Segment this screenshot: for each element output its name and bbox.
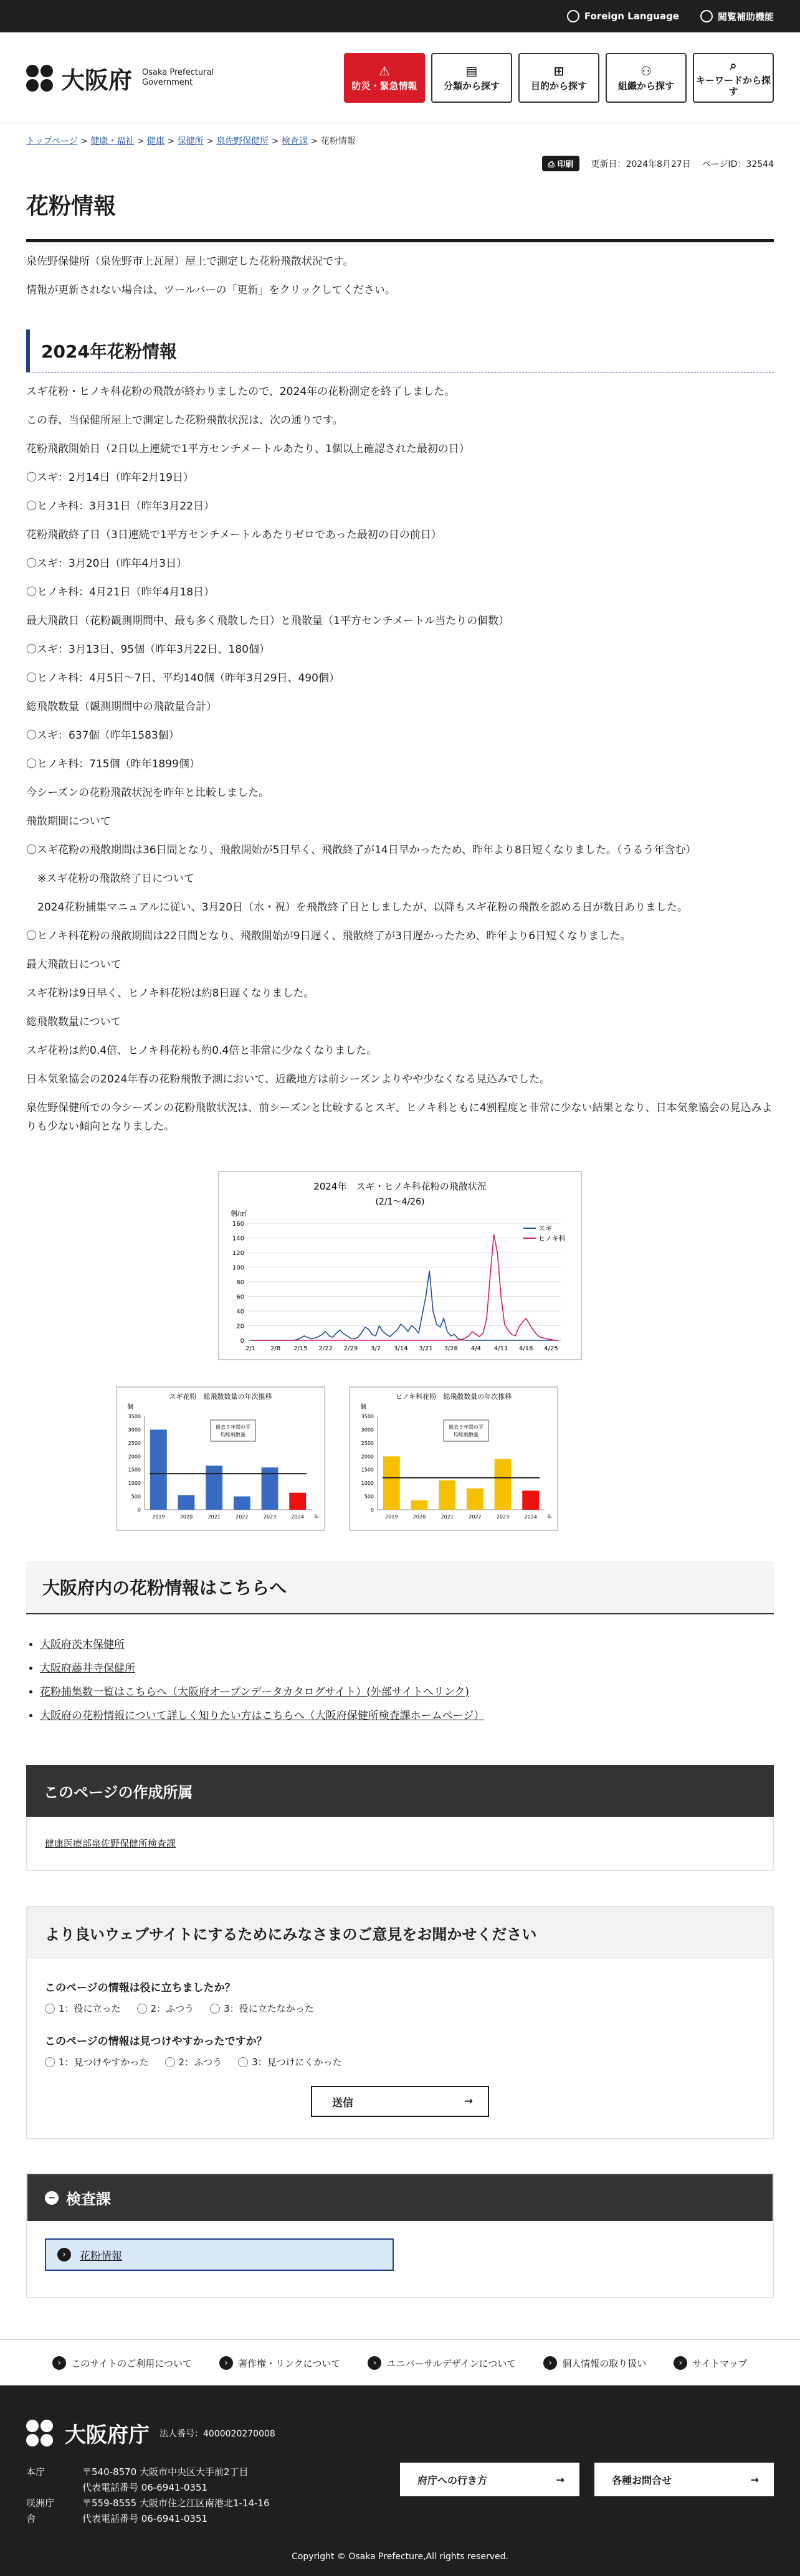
arrow-circle-icon: › (368, 2356, 381, 2370)
radio-button[interactable] (238, 2057, 248, 2067)
footer-nav (0, 2339, 800, 2385)
sugi-bar (150, 1429, 167, 1510)
survey-box (26, 1906, 774, 2139)
browse-by-organization-button[interactable]: ⚇ 組織から探す (606, 53, 687, 103)
breadcrumb: トップページ > 健康・福祉 > 健康 > 保健所 > 泉佐野保健所 > 検査課 > 花粉情報 (26, 136, 356, 146)
logo-subtitle: Osaka Prefectural Government (142, 68, 214, 87)
q1-option-2[interactable]: 2：ふつう (137, 2002, 194, 2015)
radio-button[interactable] (165, 2057, 175, 2067)
x-tick-label: 3/28 (444, 1345, 458, 1352)
x-tick-label: 2019 (152, 1514, 165, 1520)
body-paragraph: 最大飛散日（花粉観測期間中、最も多く飛散した日）と飛散量（1平方センチメートル当たりの個数） (26, 615, 510, 627)
hinoki-bar (383, 1456, 400, 1510)
pollen-line-chart (218, 1171, 582, 1360)
emergency-info-button[interactable]: ⚠ 防災・緊急情報 (344, 53, 425, 103)
x-axis-unit: 年 (314, 1514, 319, 1520)
x-tick-label: 2/1 (245, 1345, 256, 1352)
page-id: ページID：32544 (702, 159, 774, 169)
body-paragraph: 最大飛散日について (26, 959, 121, 971)
x-tick-label: 2020 (179, 1514, 193, 1520)
body-paragraph: 2024花粉捕集マニュアルに従い、3月20日（水・祝）を飛散終了日としましたが、以降もスギ花粉の飛散を認める日が数日ありました。 (37, 901, 688, 914)
copyright: Copyright © Osaka Prefecture,All rights reserved. (292, 2552, 508, 2562)
body-paragraph: 〇ヒノキ科：715個（昨年1899個） (26, 758, 200, 770)
body-paragraph: スギ花粉は9日早く、ヒノキ科花粉は約8日遅くなりました。 (26, 987, 315, 1000)
breadcrumb-link[interactable]: 泉佐野保健所 (216, 136, 269, 146)
annotation-box (444, 1420, 488, 1441)
radio-button[interactable] (45, 2004, 55, 2014)
y-tick-label: 160 (232, 1221, 244, 1228)
dept-title: − 検査課 (27, 2174, 773, 2221)
author-dept-link[interactable]: 健康医療部泉佐野保健所検査課 (45, 1838, 176, 1849)
y-axis-label: 個/㎠ (231, 1210, 247, 1218)
author-title: このページの作成所属 (26, 1765, 774, 1817)
foreign-language-link[interactable] (567, 10, 679, 22)
body-paragraph: 〇ヒノキ科：3月31日（昨年3月22日） (26, 500, 215, 513)
body-paragraph: 〇ヒノキ科：4月21日（昨年4月18日） (26, 586, 215, 599)
sugi-bar (178, 1495, 195, 1510)
arrow-right-icon: → (750, 2473, 759, 2486)
y-tick-label: 1000 (128, 1480, 141, 1487)
inspection-hp-link[interactable]: 大阪府の花粉情報について詳しく知りたい方はこちらへ（大阪府保健所検査課ホームページ） (40, 1710, 485, 1722)
y-tick-label: 1000 (361, 1480, 374, 1487)
dept-box (26, 2173, 774, 2298)
footer-link-privacy[interactable]: › 個人情報の取り扱い (543, 2356, 646, 2370)
footer-link-copyright[interactable]: › 著作権・リンクについて (219, 2356, 340, 2370)
open-data-link[interactable]: 花粉捕集数一覧はこちらへ（大阪府オープンデータカタログサイト）(外部サイトへリンク) (40, 1686, 470, 1698)
y-axis-label: 個 (360, 1404, 366, 1411)
chart-title: ヒノキ科花粉 総飛散数量の年次推移 (395, 1393, 512, 1401)
y-tick-label: 120 (232, 1250, 244, 1257)
accessibility-label: 閲覧補助機能 (717, 11, 774, 22)
series-line-sugi (250, 1271, 558, 1340)
y-tick-label: 3000 (128, 1427, 141, 1433)
warning-icon: ⚠ (379, 64, 390, 78)
list-item (40, 1657, 774, 1680)
x-tick-label: 2022 (236, 1514, 249, 1520)
footer-address: 本庁 〒540-8570 大阪市中央区大手前2丁目 代表電話番号 06-6941-0351 咲洲庁舎 〒559-8555 大阪市住之江区南港北1-14-16 代表電話番号 06-6941-0351 (26, 2466, 270, 2524)
arrow-circle-icon: › (57, 2248, 71, 2261)
y-tick-label: 3500 (128, 1414, 141, 1419)
x-tick-label: 4/18 (519, 1345, 533, 1352)
chart-title: 2024年 スギ・ヒノキ科花粉の飛散状況 (313, 1181, 487, 1192)
body-paragraph: 花粉飛散開始日（2日以上連続で1平方センチメートルあたり、1個以上確認された最初の日） (26, 443, 470, 455)
contact-button[interactable]: 各種お問合せ → (594, 2463, 774, 2496)
body-paragraph: 泉佐野保健所での今シーズンの花粉飛散状況は、前シーズンと比較するとスギ、ヒノキ科ともに4割程度と非常に少ない結果となり、日本気象協会の見込みよりも少ない傾向となりました。 (26, 1102, 773, 1133)
breadcrumb-link[interactable]: 健康 (147, 136, 165, 146)
breadcrumb-link[interactable]: 健康・福祉 (90, 136, 135, 146)
page-title: 花粉情報 (26, 171, 774, 242)
x-tick-label: 2024 (291, 1514, 304, 1520)
legend-label: スギ (538, 1224, 552, 1233)
updated-date: 更新日：2024年8月27日 (591, 159, 691, 169)
annotation-text: 均総飛散量 (221, 1432, 245, 1437)
series-line-hinoki (250, 1234, 558, 1340)
body-paragraph: 〇ヒノキ科花粉の飛散期間は22日間となり、飛散開始が9日遅く、飛散終了が3日遅かったため、昨年より6日短くなりました。 (26, 930, 631, 942)
y-tick-label: 2500 (361, 1440, 374, 1446)
intro-text: 情報が更新されない場合は、ツールバーの「更新」をクリックしてください。 (26, 284, 396, 296)
body-paragraph: 日本気象協会の2024年春の花粉飛散予測において、近畿地方は前シーズンよりやや少なくなる見込みでした。 (26, 1073, 551, 1086)
y-tick-label: 2000 (128, 1454, 141, 1460)
y-tick-label: 500 (364, 1494, 374, 1500)
breadcrumb-link[interactable]: 検査課 (281, 136, 308, 146)
ibaraki-link[interactable]: 大阪府茨木保健所 (40, 1639, 125, 1651)
x-tick-label: 2019 (385, 1514, 398, 1520)
line-chart-svg (219, 1172, 581, 1359)
hinoki-bar (439, 1480, 455, 1510)
keyword-search-button[interactable]: ⌕ キーワードから探す (693, 53, 774, 103)
x-tick-label: 2021 (440, 1514, 454, 1520)
arrow-right-icon: → (556, 2473, 564, 2486)
body-paragraph: 飛散期間について (26, 815, 111, 828)
y-tick-label: 0 (240, 1338, 244, 1345)
y-tick-label: 3500 (361, 1414, 374, 1419)
grid-icon: ⊞ (553, 64, 564, 78)
sugi-bar (206, 1466, 222, 1510)
hinoki-bar (522, 1490, 539, 1510)
annotation-box (211, 1420, 255, 1441)
osaka-emblem-icon (26, 2419, 55, 2448)
body-paragraph: 〇スギ：3月13日、95個（昨年3月22日、180個） (26, 643, 270, 656)
list-item (40, 1633, 774, 1657)
y-tick-label: 60 (236, 1294, 244, 1301)
report-body (26, 382, 774, 1136)
globe-icon (567, 10, 579, 22)
section-heading: 2024年花粉情報 (26, 329, 774, 372)
survey-question-1: このページの情報は役に立ちましたか？ (45, 1982, 236, 1994)
x-tick-label: 2023 (263, 1514, 277, 1520)
breadcrumb-link[interactable]: 保健所 (177, 136, 204, 146)
body-paragraph: この春、当保健所屋上で測定した花粉飛散状況は、次の通りです。 (26, 414, 343, 427)
site-logo[interactable] (26, 61, 214, 95)
y-tick-label: 1500 (128, 1467, 141, 1473)
x-tick-label: 2/15 (293, 1345, 308, 1352)
author-box (26, 1765, 774, 1871)
x-tick-label: 3/14 (394, 1345, 408, 1352)
foreign-language-label: Foreign Language (584, 11, 679, 22)
accessibility-icon (700, 10, 713, 22)
cedar-bar-chart-svg (117, 1388, 324, 1530)
y-tick-label: 2000 (361, 1454, 374, 1460)
intro-text: 泉佐野保健所（泉佐野市上瓦屋）屋上で測定した花粉飛散状況です。 (26, 255, 354, 268)
category-icon: ▤ (465, 64, 478, 78)
annotation-text: 過去５年間の平 (449, 1424, 483, 1430)
y-axis-label: 個 (127, 1404, 133, 1411)
body-paragraph: 〇スギ：637個（昨年1583個） (26, 729, 179, 742)
body-paragraph: 〇スギ：2月14日（昨年2月19日） (26, 471, 194, 484)
osaka-emblem-icon (26, 64, 55, 92)
hinoki-bar (411, 1500, 428, 1510)
q1-option-1[interactable]: 1：役に立った (45, 2002, 121, 2015)
breadcrumb-current: 花粉情報 (320, 136, 356, 146)
q2-option-1[interactable]: 1：見つけやすかった (45, 2055, 149, 2068)
chart-subtitle: (2/1～4/26) (375, 1197, 425, 1207)
cypress-annual-chart (349, 1386, 558, 1531)
y-tick-label: 1500 (361, 1467, 374, 1473)
sugi-bar (234, 1497, 250, 1510)
y-tick-label: 140 (232, 1235, 244, 1243)
x-tick-label: 4/25 (544, 1345, 558, 1352)
minus-circle-icon: − (45, 2191, 59, 2205)
y-tick-label: 100 (232, 1264, 244, 1272)
body-paragraph: 〇スギ：3月20日（昨年4月3日） (26, 557, 188, 570)
annotation-text: 均総飛散量 (454, 1432, 479, 1437)
y-tick-label: 2500 (128, 1440, 141, 1446)
search-icon: ⌕ (730, 58, 737, 73)
osaka-pollen-section-title: 大阪府内の花粉情報はこちらへ (26, 1561, 774, 1614)
annotation-text: 過去５年間の平 (216, 1424, 250, 1430)
corporate-number: 法人番号：4000020270008 (160, 2428, 275, 2439)
x-tick-label: 2021 (207, 1514, 221, 1520)
x-tick-label: 2022 (469, 1514, 482, 1520)
body-paragraph: 総飛散数量について (26, 1016, 121, 1028)
y-tick-label: 0 (370, 1507, 374, 1513)
x-tick-label: 3/7 (370, 1345, 381, 1352)
site-header (0, 32, 800, 123)
arrow-circle-icon: › (674, 2356, 687, 2370)
main-content (26, 123, 774, 2298)
y-tick-label: 0 (137, 1507, 141, 1513)
browse-by-purpose-button[interactable]: ⊞ 目的から探す (518, 53, 599, 103)
x-tick-label: 4/4 (470, 1345, 481, 1352)
printer-icon: ⎙ (548, 160, 558, 169)
footer-logo-text: 大阪府庁 (65, 2423, 150, 2448)
footer-link-usage[interactable]: › このサイトのご利用について (52, 2356, 192, 2370)
arrow-circle-icon: › (543, 2356, 557, 2370)
x-axis-unit: 年 (547, 1514, 552, 1520)
fujiidera-link[interactable]: 大阪府藤井寺保健所 (40, 1662, 135, 1675)
site-footer (0, 2385, 800, 2576)
radio-button[interactable] (210, 2004, 220, 2014)
radio-button[interactable] (137, 2004, 147, 2014)
print-button[interactable]: ⎙ 印刷 (542, 156, 580, 171)
body-paragraph: 花粉飛散終了日（3日連続で1平方センチメートルあたりゼロであった最初の日の前日） (26, 529, 442, 541)
header-nav (344, 53, 774, 103)
x-tick-label: 2/29 (343, 1345, 358, 1352)
q2-option-2[interactable]: 2：ふつう (165, 2055, 222, 2068)
cypress-bar-chart-svg (350, 1388, 557, 1530)
access-button[interactable]: 府庁への行き方 → (400, 2463, 579, 2496)
q1-option-3[interactable]: 3：役に立たなかった (210, 2002, 314, 2015)
chart-title: スギ花粉 総飛散数量の年次推移 (169, 1393, 272, 1401)
dept-item-pollen[interactable]: › 花粉情報 (45, 2238, 394, 2271)
x-tick-label: 2024 (524, 1514, 537, 1520)
y-tick-label: 80 (236, 1279, 244, 1286)
body-paragraph: 今シーズンの花粉飛散状況を昨年と比較しました。 (26, 787, 270, 799)
logo-text: 大阪府 (61, 65, 133, 94)
body-paragraph: 総飛散数量（観測期間中の飛散量合計） (26, 701, 217, 713)
body-paragraph: 〇スギ花粉の飛散期間は36日間となり、飛散開始が5日早く、飛散終了が14日早かったため、昨年より8日短くなりました。（うるう年含む） (26, 844, 697, 856)
footer-logo (26, 2418, 774, 2448)
arrow-circle-icon: › (52, 2356, 66, 2370)
osaka-pollen-links (26, 1633, 774, 1728)
hinoki-bar (495, 1459, 512, 1510)
body-paragraph: ※スギ花粉の飛散終了日について (37, 873, 194, 885)
body-paragraph: 〇ヒノキ科：4月5日～7日、平均140個（昨年3月29日、490個） (26, 672, 340, 684)
org-chart-icon: ⚇ (640, 64, 652, 78)
arrow-circle-icon: › (219, 2356, 233, 2370)
sugi-bar (289, 1493, 306, 1510)
x-tick-label: 2020 (412, 1514, 426, 1520)
body-paragraph: スギ花粉は約0.4倍、ヒノキ科花粉も約0.4倍と非常に少なくなりました。 (26, 1044, 378, 1057)
y-tick-label: 40 (236, 1309, 244, 1315)
survey-question-2: このページの情報は見つけやすかったですか？ (45, 2035, 267, 2048)
accessibility-link[interactable] (700, 10, 774, 23)
footer-link-universal-design[interactable]: › ユニバーサルデザインについて (368, 2356, 516, 2370)
y-tick-label: 3000 (361, 1427, 374, 1433)
annual-charts (116, 1386, 558, 1531)
x-tick-label: 2/22 (318, 1345, 333, 1352)
x-tick-label: 3/21 (419, 1345, 433, 1352)
x-tick-label: 2/8 (270, 1345, 281, 1352)
legend-label: ヒノキ科 (538, 1234, 566, 1243)
list-item (40, 1704, 774, 1728)
body-paragraph: スギ花粉・ヒノキ科花粉の飛散が終わりましたので、2024年の花粉測定を終了しました。 (26, 386, 455, 398)
x-tick-label: 4/11 (493, 1345, 508, 1352)
top-utility-bar (0, 0, 800, 32)
survey-title: より良いウェブサイトにするためにみなさまのご意見をお聞かせください (27, 1907, 773, 1959)
hinoki-bar (467, 1489, 483, 1510)
y-tick-label: 500 (131, 1494, 141, 1500)
x-tick-label: 2023 (496, 1514, 510, 1520)
radio-button[interactable] (45, 2057, 55, 2067)
y-tick-label: 20 (236, 1323, 244, 1330)
q2-option-3[interactable]: 3：見つけにくかった (238, 2055, 342, 2068)
list-item (40, 1680, 774, 1704)
breadcrumb-link[interactable]: トップページ (26, 136, 78, 146)
arrow-right-icon: → (464, 2095, 473, 2108)
footer-link-sitemap[interactable]: › サイトマップ (674, 2356, 747, 2370)
browse-by-category-button[interactable]: ▤ 分類から探す (431, 53, 512, 103)
submit-button[interactable]: 送信 → (311, 2086, 489, 2117)
cedar-annual-chart (116, 1386, 325, 1531)
page-meta (26, 156, 774, 171)
